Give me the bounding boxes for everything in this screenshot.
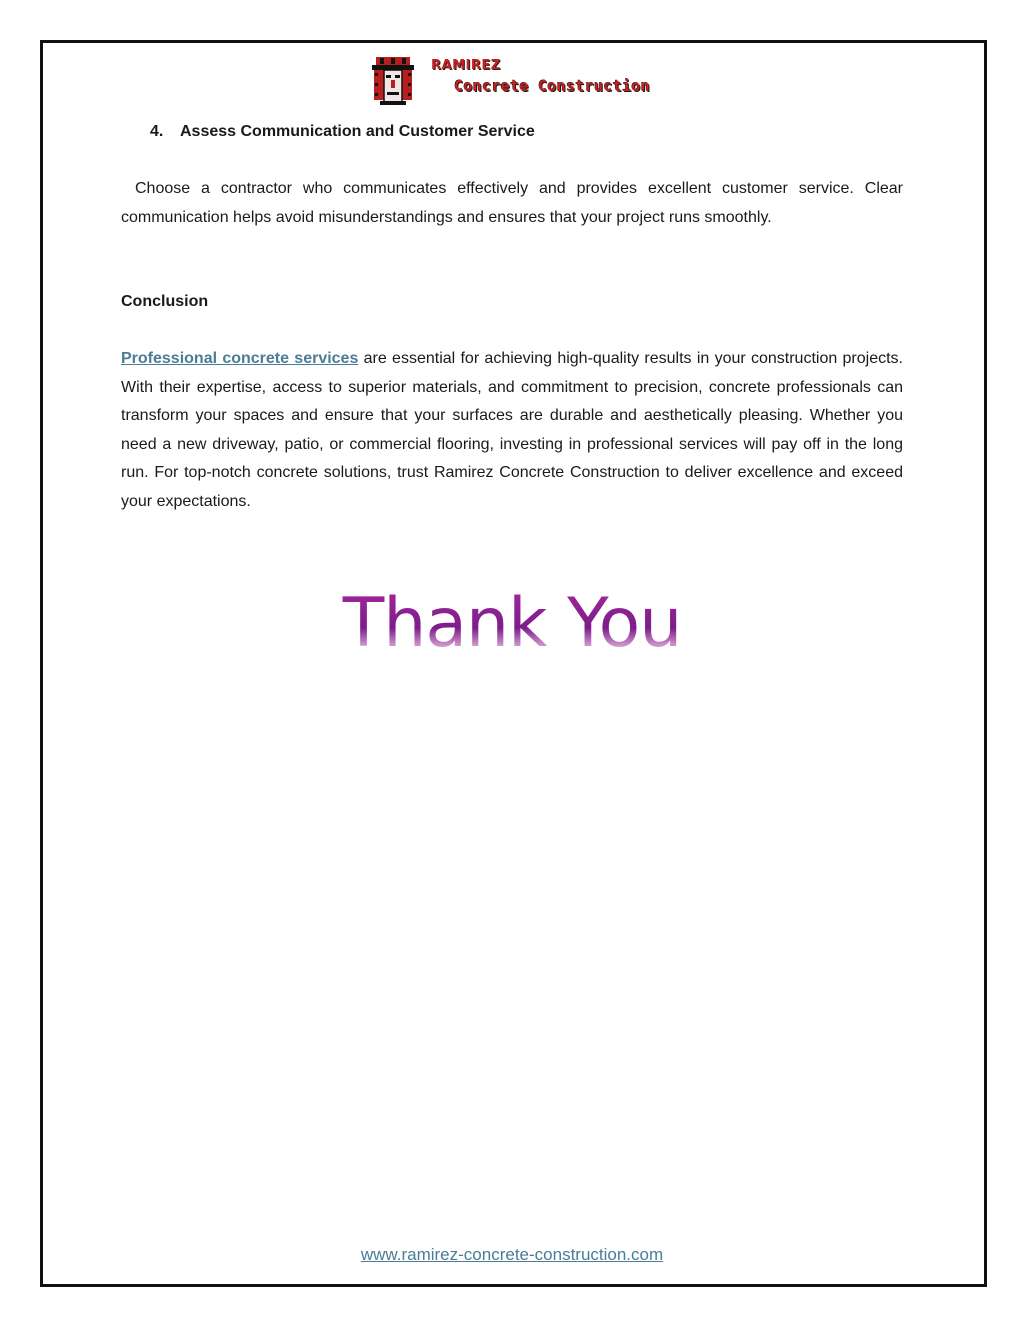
logo-line-concrete-construction: Concrete Construction <box>454 77 650 95</box>
conclusion-body-text: are essential for achieving high-quality results in your construction projects. With their expertise, access to superior materials, and commitment to precision, concrete professionals can transform your spaces and ensure that your surfaces are durable and aesthetically pleasing. Whether you need a new driveway, patio, or commercial flooring, investing in professional services will pay off in the long run. For top-notch concrete solutions, trust Ramirez Concrete Construction to deliver excellence and exceed your expectations. <box>121 350 903 510</box>
professional-concrete-services-link[interactable]: Professional concrete services <box>121 350 359 367</box>
aztec-mask-icon <box>370 55 416 107</box>
section-number: 4. <box>150 123 164 140</box>
company-logo[interactable] <box>370 55 670 107</box>
section-body-paragraph: Choose a contractor who communicates effectively and provides excellent customer service. Clear communication helps avoid misunderstandings and ensures that your project runs smoothly. <box>121 180 903 226</box>
logo-line-ramirez: RAMIREZ <box>431 58 501 73</box>
section-heading <box>150 123 535 141</box>
conclusion-heading: Conclusion <box>121 293 209 310</box>
footer-website-link[interactable]: www.ramirez-concrete-construction.com <box>360 1245 664 1264</box>
section-title: Assess Communication and Customer Service <box>180 123 535 140</box>
thank-you-title: Thank You <box>0 584 1024 664</box>
conclusion-paragraph <box>121 345 903 516</box>
